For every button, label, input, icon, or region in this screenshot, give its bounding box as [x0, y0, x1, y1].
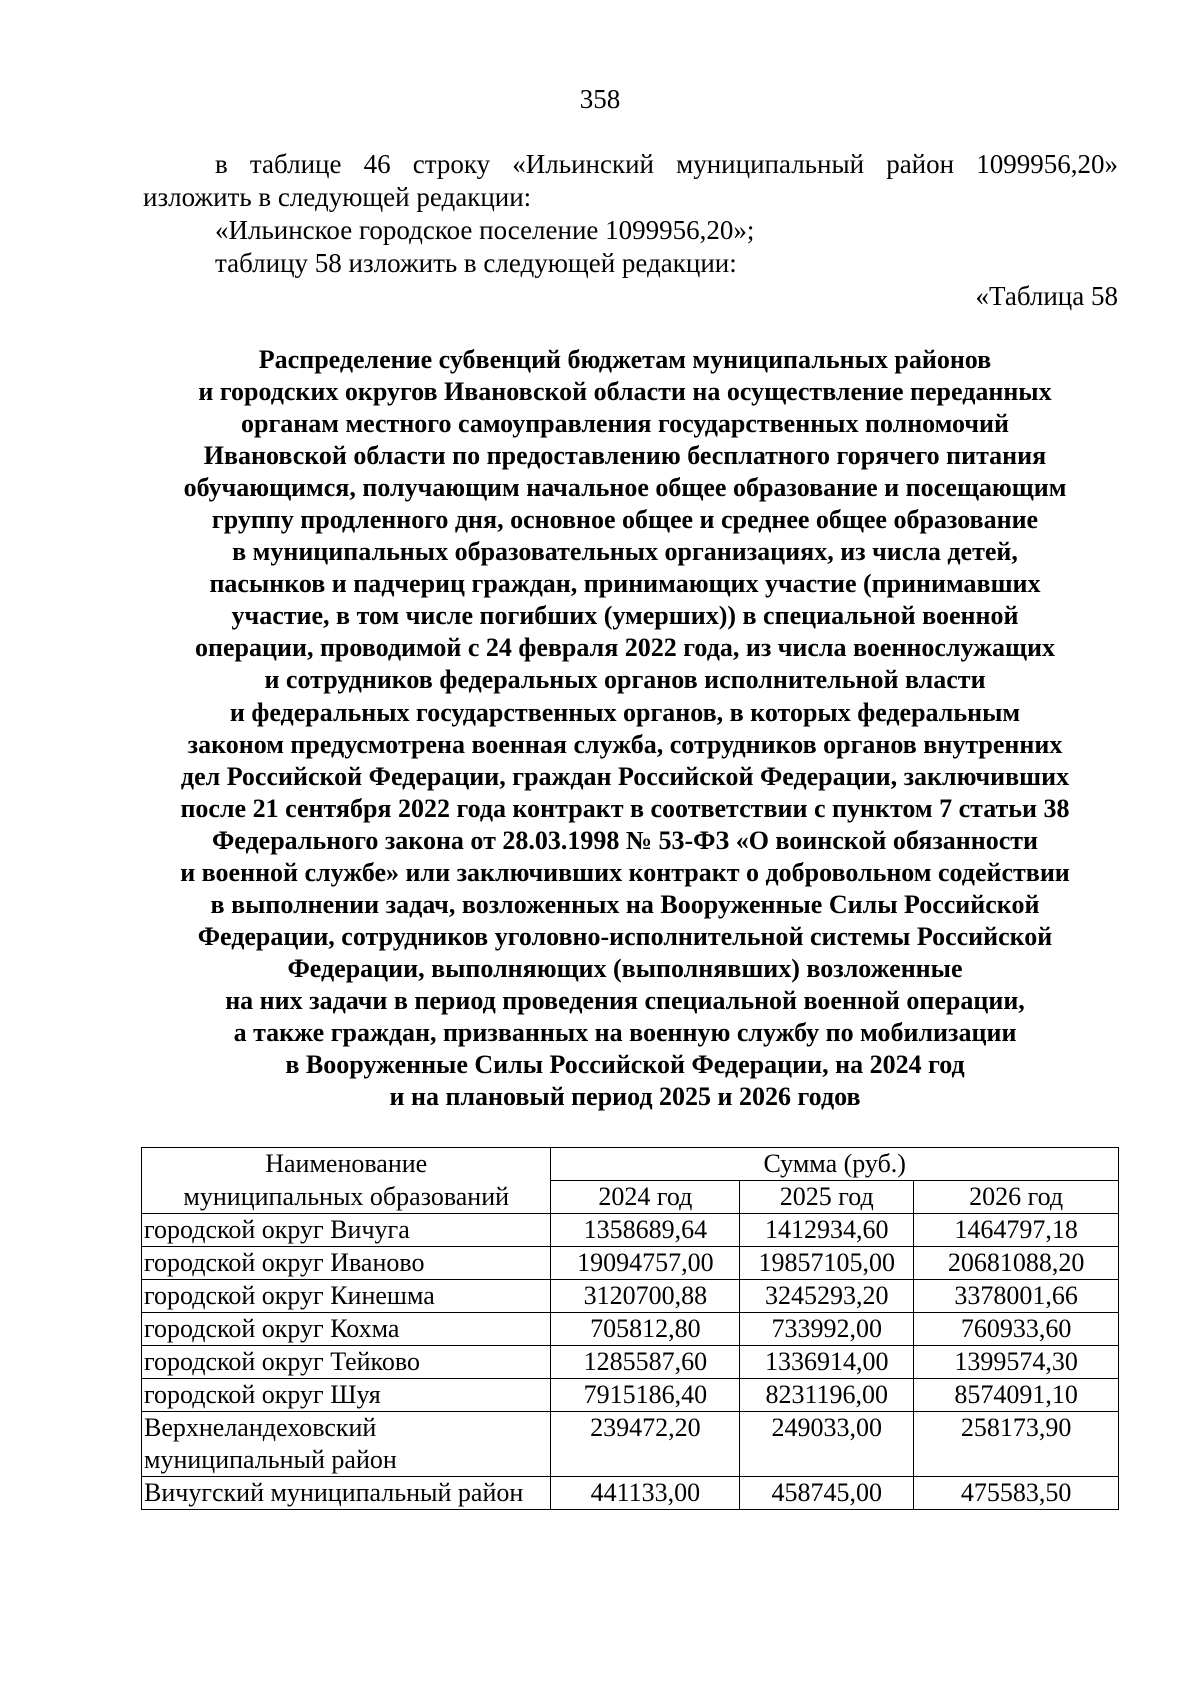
amount-2025: 1412934,60 — [740, 1214, 914, 1247]
municipality-name: городской округ Кохма — [142, 1313, 551, 1346]
amount-2026: 1399574,30 — [914, 1346, 1119, 1379]
municipality-name: городской округ Вичуга — [142, 1214, 551, 1247]
header-name-line2: муниципальных образований — [142, 1181, 551, 1214]
amount-2024: 239472,20 — [551, 1412, 740, 1477]
title-line: и городских округов Ивановской области на осуществление переданных — [198, 377, 1052, 407]
amount-2024: 19094757,00 — [551, 1247, 740, 1280]
table-58-intro: таблицу 58 изложить в следующей редакции: — [215, 248, 737, 278]
table-caption: «Таблица 58 — [975, 281, 1118, 311]
table-row — [142, 1280, 1119, 1313]
municipality-name: Верхнеландеховский муниципальный район — [142, 1412, 551, 1477]
title-line: и военной службе» или заключивших контракт о добровольном содействии — [180, 857, 1070, 887]
municipality-name: Вичугский муниципальный район — [142, 1477, 551, 1510]
title-line: и сотрудников федеральных органов исполнительной власти — [264, 665, 986, 695]
amount-2024: 1285587,60 — [551, 1346, 740, 1379]
title-line: Федерального закона от 28.03.1998 № 53-ФЗ «О воинской обязанности — [211, 825, 1039, 855]
title-line: операции, проводимой с 24 февраля 2022 года, из числа военнослужащих — [195, 633, 1055, 663]
amount-2024: 705812,80 — [551, 1313, 740, 1346]
table-header-row — [142, 1148, 1119, 1181]
amount-2025: 733992,00 — [740, 1313, 914, 1346]
title-line: в Вооруженные Силы Российской Федерации, на 2024 год — [285, 1050, 965, 1080]
amount-2024: 7915186,40 — [551, 1379, 740, 1412]
title-line: группу продленного дня, основное общее и среднее общее образование — [211, 505, 1039, 535]
title-line: и федеральных государственных органов, в которых федеральным — [229, 697, 1021, 727]
amount-2024: 1358689,64 — [551, 1214, 740, 1247]
title-line: после 21 сентября 2022 года контракт в соответствии с пунктом 7 статьи 38 — [180, 793, 1070, 823]
title-line: а также граждан, призванных на военную службу по мобилизации — [233, 1017, 1017, 1047]
title-line: в муниципальных образовательных организациях, из числа детей, — [232, 537, 1018, 567]
replacement-line: «Ильинское городское поселение 1099956,20»; — [215, 215, 755, 245]
title-line: Ивановской области по предоставлению бесплатного горячего питания — [203, 441, 1047, 471]
municipality-name: городской округ Иваново — [142, 1247, 551, 1280]
table-row — [142, 1247, 1119, 1280]
municipality-name: городской округ Тейково — [142, 1346, 551, 1379]
header-sum: Сумма (руб.) — [551, 1148, 1119, 1181]
amount-2024: 441133,00 — [551, 1477, 740, 1510]
amount-2025: 1336914,00 — [740, 1346, 914, 1379]
amount-2026: 760933,60 — [914, 1313, 1119, 1346]
amount-2024: 3120700,88 — [551, 1280, 740, 1313]
amount-2025: 3245293,20 — [740, 1280, 914, 1313]
title-line: Распределение субвенций бюджетам муниципальных районов — [258, 345, 992, 374]
amount-2026: 1464797,18 — [914, 1214, 1119, 1247]
title-line: органам местного самоуправления государственных полномочий — [240, 409, 1009, 439]
municipality-name: городской округ Кинешма — [142, 1280, 551, 1313]
subvention-table — [141, 1147, 1119, 1510]
document-title — [130, 344, 1120, 1113]
amount-2025: 458745,00 — [740, 1477, 914, 1510]
title-line: и на плановый период 2025 и 2026 годов — [389, 1082, 861, 1112]
header-name-line1: Наименование — [142, 1148, 551, 1181]
title-line: на них задачи в период проведения специальной военной операции, — [225, 985, 1025, 1015]
amount-2026: 3378001,66 — [914, 1280, 1119, 1313]
header-year-2026: 2026 год — [914, 1181, 1119, 1214]
title-line: пасынков и падчериц граждан, принимающих участие (принимавших — [209, 569, 1041, 599]
title-line: участие, в том числе погибших (умерших)) в специальной военной — [231, 601, 1019, 631]
title-line: Федерации, сотрудников уголовно-исполнительной системы Российской — [197, 921, 1053, 951]
title-line: законом предусмотрена военная служба, сотрудников органов внутренних — [187, 729, 1063, 759]
title-line: в выполнении задач, возложенных на Вооруженные Силы Российской — [210, 889, 1040, 919]
table-row — [142, 1412, 1119, 1477]
title-line: Федерации, выполняющих (выполнявших) возложенные — [287, 953, 963, 983]
header-year-2025: 2025 год — [740, 1181, 914, 1214]
table-row — [142, 1313, 1119, 1346]
title-line: дел Российской Федерации, граждан Российской Федерации, заключивших — [180, 761, 1070, 791]
amount-2026: 20681088,20 — [914, 1247, 1119, 1280]
amendment-paragraph-table-46: в таблице 46 строку «Ильинский муниципальный район 1099956,20» изложить в следующей редакции: — [143, 149, 1118, 212]
amount-2025: 19857105,00 — [740, 1247, 914, 1280]
amount-2026: 258173,90 — [914, 1412, 1119, 1477]
municipality-name: городской округ Шуя — [142, 1379, 551, 1412]
amount-2026: 475583,50 — [914, 1477, 1119, 1510]
title-line: обучающимся, получающим начальное общее образование и посещающим — [183, 473, 1067, 503]
table-row — [142, 1346, 1119, 1379]
header-year-2024: 2024 год — [551, 1181, 740, 1214]
table-row — [142, 1214, 1119, 1247]
table-header-years-row — [142, 1181, 1119, 1214]
amount-2025: 8231196,00 — [740, 1379, 914, 1412]
amount-2025: 249033,00 — [740, 1412, 914, 1477]
page-number: 358 — [579, 84, 621, 114]
table-row — [142, 1477, 1119, 1510]
table-row — [142, 1379, 1119, 1412]
amount-2026: 8574091,10 — [914, 1379, 1119, 1412]
